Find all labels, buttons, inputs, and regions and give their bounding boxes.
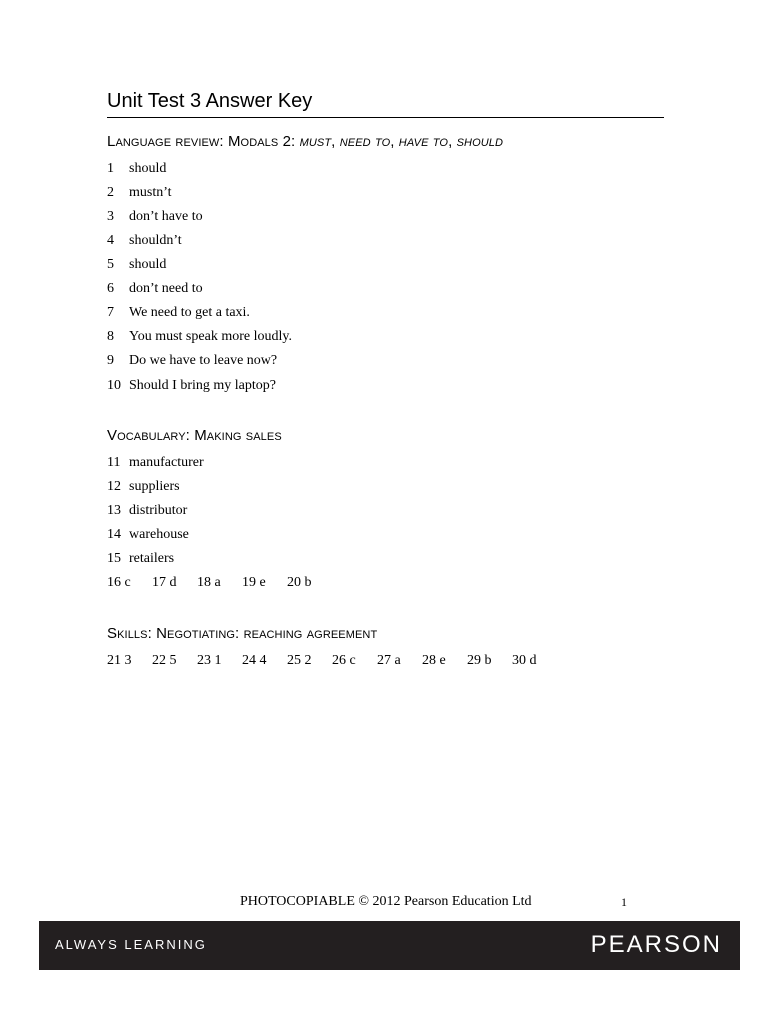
inline-answer: 25 2 [287,653,312,668]
answer-number: 2 [107,185,114,200]
inline-answer: 20 b [287,575,312,590]
inline-answer: 19 e [242,575,266,590]
section-heading-vocabulary: Vocabulary: Making sales [107,427,282,444]
pearson-logo: PEARSON [590,931,722,958]
inline-answer: 30 d [512,653,537,668]
answer-text: We need to get a taxi. [129,305,250,320]
inline-answer: 24 4 [242,653,267,668]
heading-prefix: Language review: Modals 2: [107,133,300,150]
answer-number: 7 [107,305,114,320]
answer-row [107,281,203,297]
page-number: 1 [621,895,627,909]
heading-sep-1: , [331,133,340,150]
section-heading-skills: Skills: Negotiating: reaching agreement [107,625,378,642]
answer-number: 10 [107,378,121,393]
inline-answers-16-20 [107,575,312,591]
answer-number: 11 [107,455,121,470]
answer-row [107,185,172,201]
inline-answer: 16 c [107,575,131,590]
page-title: Unit Test 3 Answer Key [107,90,313,112]
answer-text: mustn’t [129,185,172,200]
inline-answer: 27 a [377,653,401,668]
answer-number: 14 [107,527,121,542]
answer-number: 3 [107,209,114,224]
answer-number: 4 [107,233,114,248]
heading-sep-2: , [390,133,399,150]
heading-must: must [299,133,332,150]
answer-row [107,305,250,321]
answer-text: should [129,257,167,272]
answer-row [107,353,277,369]
section-heading-language-review [107,133,503,150]
answer-number: 12 [107,479,121,494]
answer-text: warehouse [129,527,189,542]
answer-text: shouldn’t [129,233,182,248]
answer-row [107,209,203,225]
inline-answer: 17 d [152,575,177,590]
answer-text: manufacturer [129,455,204,470]
inline-answer: 23 1 [197,653,222,668]
answer-row [107,503,187,519]
answer-row [107,329,292,345]
answer-number: 6 [107,281,114,296]
answer-text: Should I bring my laptop? [129,378,276,393]
inline-answer: 26 c [332,653,356,668]
answer-number: 5 [107,257,114,272]
answer-text: don’t need to [129,281,203,296]
answer-text: retailers [129,551,175,566]
answer-row [107,551,174,567]
heading-should: should [456,133,504,150]
answer-row [107,378,276,394]
answer-number: 15 [107,551,121,566]
inline-answer: 28 e [422,653,446,668]
answer-text: You must speak more loudly. [129,329,292,344]
answer-row [107,257,166,273]
inline-answer: 21 3 [107,653,132,668]
copyright-notice: PHOTOCOPIABLE © 2012 Pearson Education Ltd [240,894,532,909]
heading-sep-3: , [448,133,457,150]
answer-number: 9 [107,353,114,368]
footer-banner [39,921,740,970]
answer-text: suppliers [129,479,180,494]
answer-row [107,479,180,495]
answer-row [107,161,166,177]
title-rule [107,117,664,118]
inline-answer: 29 b [467,653,492,668]
answer-text: don’t have to [129,209,203,224]
answer-row [107,455,204,471]
answer-text: should [129,161,167,176]
inline-answers-21-30 [107,653,537,669]
heading-have-to: have to [398,133,449,150]
answer-number: 8 [107,329,114,344]
answer-row [107,233,182,249]
inline-answer: 22 5 [152,653,177,668]
always-learning-tagline: ALWAYS LEARNING [55,937,207,952]
answer-number: 1 [107,161,114,176]
inline-answer: 18 a [197,575,221,590]
heading-need-to: need to [339,133,391,150]
answer-text: Do we have to leave now? [129,353,278,368]
answer-text: distributor [129,503,188,518]
answer-number: 13 [107,503,121,518]
answer-row [107,527,189,543]
